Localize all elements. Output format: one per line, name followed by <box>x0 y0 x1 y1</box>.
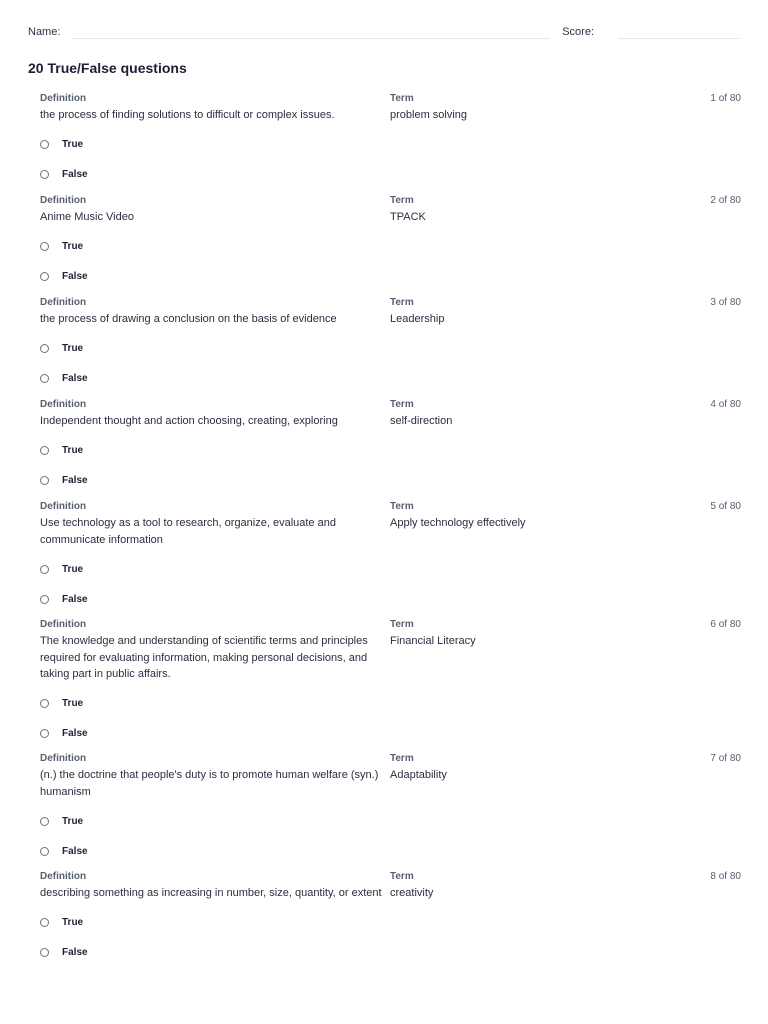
radio-icon[interactable] <box>40 272 49 281</box>
definition-label: Definition <box>40 753 87 764</box>
option-true-label: True <box>62 343 84 354</box>
header-row <box>28 24 740 42</box>
option-false-label: False <box>62 947 88 958</box>
question-item <box>40 500 741 618</box>
option-false-label: False <box>62 169 88 180</box>
definition-label: Definition <box>40 399 87 410</box>
option-false-label: False <box>62 593 88 605</box>
definition-label: Definition <box>40 501 87 512</box>
term-text: Financial Literacy <box>390 635 476 647</box>
score-field[interactable] <box>618 24 740 39</box>
term-label: Term <box>390 753 414 764</box>
option-false-label: False <box>62 373 88 384</box>
option-true-label: True <box>62 698 84 709</box>
question-counter: 7 of 80 <box>710 753 741 764</box>
option-true-label: True <box>62 445 84 456</box>
radio-icon[interactable] <box>40 565 49 574</box>
term-label: Term <box>390 501 414 512</box>
radio-icon[interactable] <box>40 140 49 149</box>
term-label: Term <box>390 871 414 882</box>
option-true-label: True <box>62 815 84 827</box>
question-item <box>40 398 741 500</box>
option-false[interactable] <box>40 938 741 968</box>
radio-icon[interactable] <box>40 918 49 927</box>
definition-label: Definition <box>40 297 87 308</box>
definition-text: describing something as increasing in number, size, quantity, or extent <box>40 887 382 899</box>
definition-text: Independent thought and action choosing, creating, exploring <box>40 415 338 427</box>
option-false-label: False <box>62 728 88 739</box>
definition-text: (n.) the doctrine that people's duty is to promote human welfare (syn.) humanism <box>40 769 379 798</box>
option-true[interactable] <box>40 554 741 584</box>
term-text: creativity <box>390 887 434 899</box>
definition-label: Definition <box>40 195 87 206</box>
term-text: self-direction <box>390 415 453 427</box>
option-false[interactable] <box>40 584 741 614</box>
definition-text: the process of drawing a conclusion on the basis of evidence <box>40 313 337 325</box>
question-item <box>40 870 741 988</box>
option-false-label: False <box>62 271 88 282</box>
definition-text: the process of finding solutions to difficult or complex issues. <box>40 109 335 121</box>
question-item <box>40 92 741 194</box>
definition-label: Definition <box>40 871 87 882</box>
page-title: 20 True/False questions <box>28 60 187 76</box>
radio-icon[interactable] <box>40 344 49 353</box>
option-false[interactable] <box>40 466 741 496</box>
option-true[interactable] <box>40 806 741 836</box>
option-false[interactable] <box>40 719 741 749</box>
question-counter: 4 of 80 <box>710 399 741 410</box>
definition-label: Definition <box>40 619 87 630</box>
question-item <box>40 194 741 296</box>
term-text: problem solving <box>390 109 468 121</box>
option-false[interactable] <box>40 262 741 292</box>
option-true[interactable] <box>40 689 741 719</box>
option-false[interactable] <box>40 160 741 190</box>
option-false[interactable] <box>40 836 741 866</box>
question-item <box>40 618 741 752</box>
term-label: Term <box>390 195 414 206</box>
term-label: Term <box>390 399 414 410</box>
option-true[interactable] <box>40 334 741 364</box>
question-list <box>40 92 741 988</box>
option-true-label: True <box>62 241 84 252</box>
option-true-label: True <box>62 917 84 928</box>
name-field[interactable] <box>72 24 550 39</box>
radio-icon[interactable] <box>40 595 49 604</box>
option-true[interactable] <box>40 232 741 262</box>
definition-text: The knowledge and understanding of scientific terms and principles required for evaluating information, making personal decisions, and taking part in public affairs. <box>40 635 368 680</box>
radio-icon[interactable] <box>40 699 49 708</box>
option-true[interactable] <box>40 436 741 466</box>
question-counter: 2 of 80 <box>710 195 741 206</box>
radio-icon[interactable] <box>40 446 49 455</box>
radio-icon[interactable] <box>40 374 49 383</box>
question-counter: 3 of 80 <box>710 297 741 308</box>
option-false-label: False <box>62 845 88 857</box>
question-item <box>40 752 741 870</box>
term-label: Term <box>390 93 414 104</box>
definition-text: Use technology as a tool to research, organize, evaluate and communicate information <box>40 517 336 546</box>
term-label: Term <box>390 619 414 630</box>
radio-icon[interactable] <box>40 817 49 826</box>
option-false[interactable] <box>40 364 741 394</box>
definition-label: Definition <box>40 93 87 104</box>
question-counter: 5 of 80 <box>710 501 741 512</box>
term-text: TPACK <box>390 211 426 223</box>
radio-icon[interactable] <box>40 729 49 738</box>
radio-icon[interactable] <box>40 242 49 251</box>
option-true[interactable] <box>40 908 741 938</box>
question-counter: 8 of 80 <box>710 871 741 882</box>
option-true[interactable] <box>40 130 741 160</box>
term-label: Term <box>390 297 414 308</box>
option-true-label: True <box>62 139 84 150</box>
question-counter: 1 of 80 <box>710 93 741 104</box>
question-counter: 6 of 80 <box>710 619 741 630</box>
radio-icon[interactable] <box>40 948 49 957</box>
option-false-label: False <box>62 475 88 486</box>
definition-text: Anime Music Video <box>40 211 134 223</box>
radio-icon[interactable] <box>40 170 49 179</box>
score-label: Score: <box>562 26 594 38</box>
option-true-label: True <box>62 563 84 575</box>
term-text: Leadership <box>390 313 445 325</box>
radio-icon[interactable] <box>40 476 49 485</box>
term-text: Apply technology effectively <box>390 517 526 529</box>
radio-icon[interactable] <box>40 847 49 856</box>
question-item <box>40 296 741 398</box>
term-text: Adaptability <box>390 769 447 781</box>
name-label: Name: <box>28 26 61 38</box>
